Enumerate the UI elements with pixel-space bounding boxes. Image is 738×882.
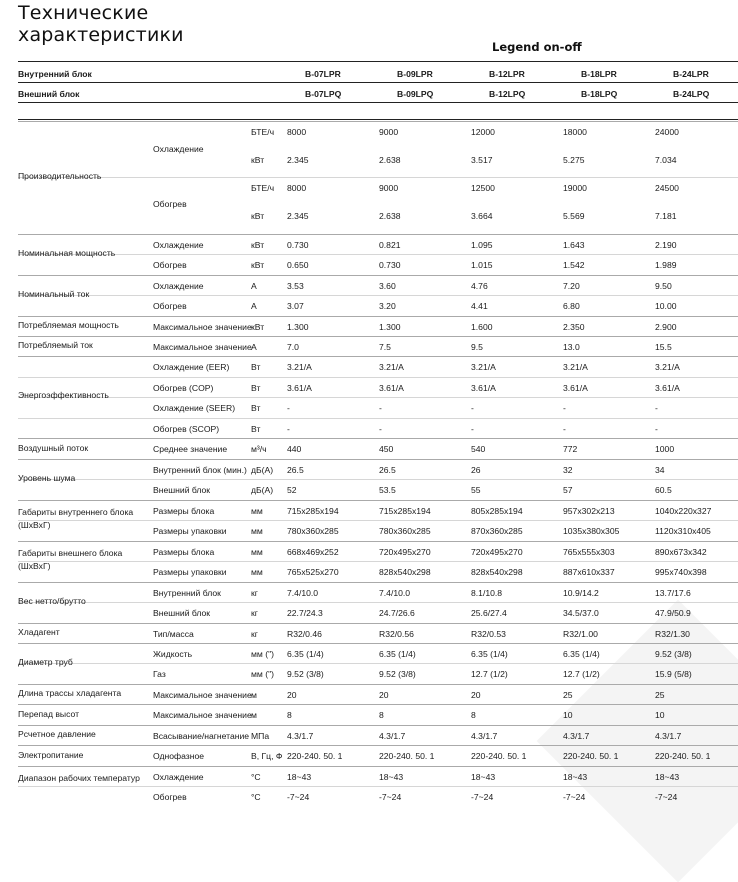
unit: A <box>251 301 257 312</box>
cell-value: 4.3/1.7 <box>563 730 590 741</box>
cell-value: 7.20 <box>563 280 580 291</box>
unit: мм (") <box>251 649 274 659</box>
cell-value: 55 <box>471 485 481 496</box>
cell-value: 1.300 <box>379 321 401 332</box>
cell-value: -7~24 <box>287 792 310 803</box>
cell-value: 0.650 <box>287 260 309 271</box>
unit: м <box>251 710 257 721</box>
cell-value: 720x495x270 <box>379 546 431 557</box>
unit: м <box>251 689 257 700</box>
unit: кг <box>251 628 258 639</box>
cell-value: 12000 <box>471 127 495 137</box>
cell-value: 3.21/A <box>471 362 496 373</box>
cell-value: 7.181 <box>655 210 677 221</box>
cell-value: 5.569 <box>563 210 585 221</box>
cell-value: 26.5 <box>379 464 396 475</box>
cell-value: 9.52 (3/8) <box>379 669 416 680</box>
cell-value: 4.3/1.7 <box>379 730 406 741</box>
cell-value: 57 <box>563 485 573 496</box>
cell-value: 3.20 <box>379 301 396 312</box>
unit: дБ(A) <box>251 485 274 496</box>
cell-value: 3.21/A <box>379 362 404 373</box>
cell-value: 668x469x252 <box>287 546 339 557</box>
parameter-label: Охлаждение <box>153 771 204 782</box>
parameter-label: Внутренний блок (мин.) <box>153 464 247 475</box>
table-row <box>18 206 738 234</box>
group-label: Диапазон рабочих температур <box>18 773 140 784</box>
group-label: Уровень шума <box>18 472 76 483</box>
cell-value: -7~24 <box>563 792 586 803</box>
spec-group <box>18 275 738 316</box>
parameter-label: Охлаждение <box>153 239 204 250</box>
cell-value: 1040x220x327 <box>655 505 712 516</box>
parameter-label: Обогрев <box>153 792 187 803</box>
group-label: Производительность <box>18 170 102 181</box>
cell-value: 7.034 <box>655 154 677 165</box>
model-name: B-07LPR <box>305 69 341 79</box>
parameter-label: Размеры упаковки <box>153 526 227 537</box>
cell-value: 7.4/10.0 <box>287 587 319 598</box>
cell-value: 2.900 <box>655 321 677 332</box>
parameter-label: Среднее значение <box>153 444 228 455</box>
cell-value: 5.275 <box>563 154 585 165</box>
cell-value: 220-240. 50. 1 <box>563 751 619 762</box>
cell-value: 6.35 (1/4) <box>379 649 416 659</box>
parameter-label: Охлаждение <box>153 143 204 154</box>
cell-value: 1000 <box>655 444 675 455</box>
unit: кг <box>251 608 258 619</box>
cell-value: 1.542 <box>563 260 585 271</box>
parameter-label: Обогрев <box>153 260 187 271</box>
model-name: B-07LPQ <box>305 89 342 99</box>
cell-value: 4.41 <box>471 301 488 312</box>
title-line-2: характеристики <box>18 24 184 46</box>
cell-value: 18~43 <box>287 771 312 782</box>
model-name: B-09LPQ <box>397 89 434 99</box>
cell-value: - <box>379 403 382 414</box>
spec-table <box>18 121 738 807</box>
group-label: Перепад высот <box>18 708 80 719</box>
unit: кВт <box>251 239 265 250</box>
unit: °C <box>251 771 261 782</box>
unit: мм <box>251 546 263 557</box>
parameter-label: Размеры блока <box>153 546 215 557</box>
cell-value: 20 <box>287 689 297 700</box>
cell-value: 10 <box>655 710 665 721</box>
group-label: Хладагент <box>18 626 60 637</box>
cell-value: 12500 <box>471 183 495 194</box>
group-label: Энергоэффективность <box>18 389 109 400</box>
cell-value: 3.517 <box>471 154 493 165</box>
group-label: Диаметр труб <box>18 656 73 667</box>
parameter-label: Максимальное значение <box>153 710 252 721</box>
spec-group <box>18 316 738 336</box>
parameter-label: Внешний блок <box>153 608 211 619</box>
cell-value: 890x673x342 <box>655 546 707 557</box>
cell-value: 6.35 (1/4) <box>287 649 324 659</box>
unit: кг <box>251 587 258 598</box>
cell-value: 780x360x285 <box>379 526 431 537</box>
cell-value: 25.6/27.4 <box>471 608 507 619</box>
cell-value: R32/1.00 <box>563 628 598 639</box>
cell-value: 7.0 <box>287 341 299 352</box>
cell-value: 18~43 <box>471 771 496 782</box>
model-name: B-24LPQ <box>673 89 710 99</box>
cell-value: 540 <box>471 444 486 455</box>
cell-value: 12.7 (1/2) <box>471 669 508 680</box>
cell-value: - <box>379 423 382 434</box>
title-line-1: Технические <box>18 2 149 24</box>
cell-value: 3.21/A <box>563 362 588 373</box>
model-name: B-24LPR <box>673 69 709 79</box>
cell-value: - <box>471 403 474 414</box>
cell-value: 32 <box>563 464 573 475</box>
unit: БТЕ/ч <box>251 183 275 194</box>
parameter-label: Однофазное <box>153 751 205 762</box>
unit: A <box>251 280 257 291</box>
cell-value: 220-240. 50. 1 <box>655 751 711 762</box>
group-label: Номинальный ток <box>18 288 90 299</box>
group-label: Воздушный поток <box>18 442 89 453</box>
cell-value: 2.345 <box>287 154 309 165</box>
cell-value: 18000 <box>563 127 587 137</box>
cell-value: 10 <box>563 710 573 721</box>
table-top-rule <box>18 119 738 120</box>
cell-value: 52 <box>287 485 297 496</box>
page-title <box>18 2 184 46</box>
cell-value: - <box>563 403 566 414</box>
cell-value: 13.0 <box>563 341 580 352</box>
cell-value: - <box>655 403 658 414</box>
cell-value: 870x360x285 <box>471 526 523 537</box>
cell-value: 805x285x194 <box>471 505 523 516</box>
cell-value: 8.1/10.8 <box>471 587 503 598</box>
cell-value: 3.21/A <box>655 362 680 373</box>
unit: мм <box>251 526 263 537</box>
cell-value: 7.4/10.0 <box>379 587 411 598</box>
cell-value: 828x540x298 <box>471 567 523 578</box>
cell-value: 24500 <box>655 183 679 194</box>
cell-value: 26.5 <box>287 464 304 475</box>
spec-group <box>18 336 738 356</box>
parameter-label: Максимальное значение <box>153 321 252 332</box>
cell-value: 34 <box>655 464 665 475</box>
cell-value: 26 <box>471 464 481 475</box>
cell-value: 19000 <box>563 183 587 194</box>
parameter-label: Размеры блока <box>153 505 215 516</box>
unit: Вт <box>251 382 261 393</box>
cell-value: 18~43 <box>655 771 680 782</box>
cell-value: 7.5 <box>379 341 391 352</box>
spec-group <box>18 438 738 458</box>
unit: В, Гц, Ф <box>251 751 283 762</box>
cell-value: R32/1.30 <box>655 628 690 639</box>
spec-group <box>18 623 738 643</box>
cell-value: 6.80 <box>563 301 580 312</box>
cell-value: 12.7 (1/2) <box>563 669 600 680</box>
parameter-label: Обогрев (SCOP) <box>153 423 220 434</box>
spec-group <box>18 500 738 541</box>
spec-group <box>18 684 738 704</box>
cell-value: 440 <box>287 444 302 455</box>
parameter-label: Тип/масса <box>153 628 194 639</box>
cell-value: 8 <box>471 710 476 721</box>
cell-value: 1.600 <box>471 321 493 332</box>
cell-value: 450 <box>379 444 394 455</box>
cell-value: 0.821 <box>379 239 401 250</box>
cell-value: - <box>471 423 474 434</box>
cell-value: 2.350 <box>563 321 585 332</box>
cell-value: 22.7/24.3 <box>287 608 323 619</box>
cell-value: 772 <box>563 444 578 455</box>
cell-value: 13.7/17.6 <box>655 587 691 598</box>
cell-value: -7~24 <box>379 792 402 803</box>
cell-value: R32/0.53 <box>471 628 506 639</box>
cell-value: 995x740x398 <box>655 567 707 578</box>
unit: м³/ч <box>251 444 267 455</box>
cell-value: 9.5 <box>471 341 483 352</box>
cell-value: 10.00 <box>655 301 677 312</box>
parameter-label: Охлаждение (SEER) <box>153 403 236 414</box>
cell-value: 3.53 <box>287 280 304 291</box>
cell-value: 18~43 <box>563 771 588 782</box>
cell-value: 1.015 <box>471 260 493 271</box>
cell-value: 60.5 <box>655 485 672 496</box>
parameter-label: Всасывание/нагнетание <box>153 730 250 741</box>
cell-value: 20 <box>379 689 389 700</box>
spec-group <box>18 745 738 765</box>
unit: Вт <box>251 362 261 373</box>
cell-value: 715x285x194 <box>379 505 431 516</box>
cell-value: 8 <box>379 710 384 721</box>
indoor-unit-row <box>18 62 738 83</box>
cell-value: - <box>287 423 290 434</box>
cell-value: 2.190 <box>655 239 677 250</box>
unit: мм (") <box>251 669 274 680</box>
group-label: Потребляемый ток <box>18 340 93 351</box>
series-name: Legend on-off <box>492 40 582 54</box>
parameter-label: Максимальное значение <box>153 689 252 700</box>
cell-value: 715x285x194 <box>287 505 339 516</box>
parameter-label: Охлаждение (EER) <box>153 362 230 373</box>
cell-value: 9000 <box>379 127 399 137</box>
cell-value: 34.5/37.0 <box>563 608 599 619</box>
group-label: Вес нетто/брутто <box>18 595 86 606</box>
cell-value: 53.5 <box>379 485 396 496</box>
cell-value: - <box>287 403 290 414</box>
cell-value: 1.989 <box>655 260 677 271</box>
cell-value: 887x610x337 <box>563 567 615 578</box>
cell-value: 24.7/26.6 <box>379 608 415 619</box>
group-label: Электропитание <box>18 749 84 760</box>
cell-value: -7~24 <box>471 792 494 803</box>
unit-label: Внешний блок <box>18 89 80 99</box>
spec-group <box>18 234 738 275</box>
spec-group <box>18 582 738 623</box>
cell-value: 957x302x213 <box>563 505 615 516</box>
cell-value: 8 <box>287 710 292 721</box>
parameter-label: Внутренний блок <box>153 587 221 598</box>
cell-value: 6.35 (1/4) <box>563 649 600 659</box>
cell-value: 3.664 <box>471 210 493 221</box>
unit: Вт <box>251 403 261 414</box>
cell-value: 4.3/1.7 <box>655 730 682 741</box>
cell-value: 3.61/A <box>655 382 680 393</box>
unit: кВт <box>251 210 265 221</box>
unit: дБ(A) <box>251 464 274 475</box>
model-name: B-12LPQ <box>489 89 526 99</box>
model-name: B-18LPR <box>581 69 617 79</box>
unit: мм <box>251 505 263 516</box>
cell-value: 220-240. 50. 1 <box>287 751 343 762</box>
cell-value: 4.76 <box>471 280 488 291</box>
spec-group <box>18 121 738 234</box>
cell-value: 780x360x285 <box>287 526 339 537</box>
cell-value: 2.345 <box>287 210 309 221</box>
cell-value: -7~24 <box>655 792 678 803</box>
table-row <box>18 121 738 150</box>
cell-value: 47.9/50.9 <box>655 608 691 619</box>
cell-value: 220-240. 50. 1 <box>379 751 435 762</box>
unit: БТЕ/ч <box>251 127 275 137</box>
model-name: B-09LPR <box>397 69 433 79</box>
unit: кВт <box>251 154 265 165</box>
cell-value: 3.61/A <box>471 382 496 393</box>
cell-value: 25 <box>655 689 665 700</box>
cell-value: 720x495x270 <box>471 546 523 557</box>
cell-value: 8000 <box>287 127 307 137</box>
cell-value: 6.35 (1/4) <box>471 649 508 659</box>
cell-value: R32/0.56 <box>379 628 414 639</box>
parameter-label: Обогрев <box>153 301 187 312</box>
spec-group <box>18 766 738 807</box>
group-label: Номинальная мощность <box>18 247 116 258</box>
unit: Вт <box>251 423 261 434</box>
parameter-label: Жидкость <box>153 649 193 659</box>
parameter-label: Размеры упаковки <box>153 567 227 578</box>
group-label: Потребляемая мощность <box>18 319 119 330</box>
group-label: Габариты внешнего блока (ШхВхГ) <box>18 548 123 572</box>
spec-group <box>18 459 738 500</box>
cell-value: 0.730 <box>379 260 401 271</box>
cell-value: - <box>563 423 566 434</box>
unit-label: Внутренний блок <box>18 69 92 79</box>
cell-value: 765x555x303 <box>563 546 615 557</box>
cell-value: 9.50 <box>655 280 672 291</box>
unit: МПа <box>251 730 270 741</box>
spec-group <box>18 704 738 724</box>
cell-value: 3.61/A <box>287 382 312 393</box>
cell-value: 15.5 <box>655 341 672 352</box>
unit: °C <box>251 792 261 803</box>
cell-value: 828x540x298 <box>379 567 431 578</box>
group-label: Габариты внутреннего блока (ШхВхГ) <box>18 507 134 531</box>
cell-value: 1035x380x305 <box>563 526 620 537</box>
cell-value: 1120x310x405 <box>655 526 711 537</box>
spec-group <box>18 356 738 438</box>
parameter-label: Охлаждение <box>153 280 204 291</box>
cell-value: 0.730 <box>287 239 309 250</box>
cell-value: 10.9/14.2 <box>563 587 599 598</box>
cell-value: 18~43 <box>379 771 404 782</box>
spec-group <box>18 643 738 684</box>
cell-value: 9000 <box>379 183 399 194</box>
cell-value: 4.3/1.7 <box>471 730 498 741</box>
cell-value: 3.61/A <box>379 382 404 393</box>
model-name: B-12LPR <box>489 69 525 79</box>
model-name: B-18LPQ <box>581 89 618 99</box>
group-label: Длина трассы хладагента <box>18 688 122 699</box>
cell-value: - <box>655 423 658 434</box>
unit: мм <box>251 567 263 578</box>
cell-value: 8000 <box>287 183 307 194</box>
table-row <box>18 356 738 376</box>
spec-group <box>18 725 738 745</box>
group-label: Рсчетное давление <box>18 729 96 740</box>
table-row <box>18 418 738 438</box>
cell-value: 1.095 <box>471 239 493 250</box>
table-row <box>18 786 738 806</box>
unit: кВт <box>251 260 265 271</box>
cell-value: 25 <box>563 689 573 700</box>
parameter-label: Максимальное значение <box>153 341 252 352</box>
cell-value: 2.638 <box>379 154 401 165</box>
cell-value: 3.61/A <box>563 382 588 393</box>
cell-value: 24000 <box>655 127 679 137</box>
cell-value: R32/0.46 <box>287 628 322 639</box>
cell-value: 2.638 <box>379 210 401 221</box>
cell-value: 220-240. 50. 1 <box>471 751 527 762</box>
cell-value: 765x525x270 <box>287 567 339 578</box>
spec-group <box>18 541 738 582</box>
unit: кВт <box>251 321 265 332</box>
parameter-label: Внешний блок <box>153 485 211 496</box>
cell-value: 3.21/A <box>287 362 312 373</box>
cell-value: 3.60 <box>379 280 396 291</box>
cell-value: 20 <box>471 689 481 700</box>
parameter-label: Обогрев (COP) <box>153 382 214 393</box>
cell-value: 9.52 (3/8) <box>287 669 324 680</box>
cell-value: 3.07 <box>287 301 304 312</box>
parameter-label: Газ <box>153 669 166 680</box>
parameter-label: Обогрев <box>153 198 187 209</box>
cell-value: 15.9 (5/8) <box>655 669 692 680</box>
outdoor-unit-row <box>18 82 738 103</box>
cell-value: 4.3/1.7 <box>287 730 314 741</box>
unit: A <box>251 341 257 352</box>
cell-value: 9.52 (3/8) <box>655 649 692 659</box>
cell-value: 1.300 <box>287 321 309 332</box>
cell-value: 1.643 <box>563 239 585 250</box>
